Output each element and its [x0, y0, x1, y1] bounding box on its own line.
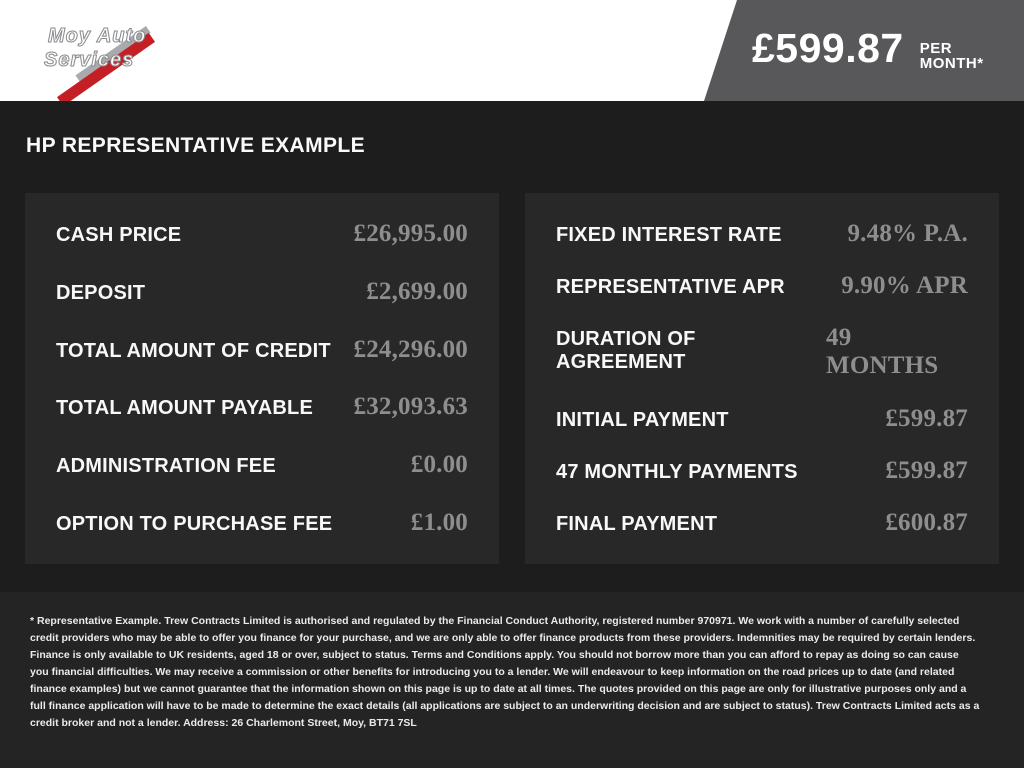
price-banner-content: [752, 0, 1004, 101]
finance-row: [56, 336, 468, 364]
finance-panel-left: [25, 193, 499, 564]
finance-row: [556, 220, 968, 248]
finance-label: CASH PRICE: [56, 224, 182, 246]
dealer-logo[interactable]: [42, 12, 162, 90]
finance-row: [556, 509, 968, 537]
finance-label: FIXED INTEREST RATE: [556, 224, 782, 246]
finance-row: [56, 278, 468, 306]
monthly-price-period: PER MONTH*: [919, 39, 984, 72]
logo-text-line1: Moy Auto: [48, 25, 147, 47]
finance-value: £2,699.00: [366, 277, 468, 305]
finance-row: [556, 324, 968, 380]
finance-row: [556, 272, 968, 300]
finance-row: [56, 220, 468, 248]
finance-label: FINAL PAYMENT: [556, 512, 718, 535]
finance-label: DURATION OF AGREEMENT: [556, 328, 696, 374]
finance-example-section: [0, 101, 1024, 592]
finance-value: £1.00: [410, 508, 468, 536]
finance-value: 9.48% P.A.: [847, 220, 968, 247]
finance-value: £32,093.63: [353, 393, 468, 421]
monthly-price: £599.87: [752, 25, 904, 71]
header-bar: [0, 0, 1024, 101]
finance-value: £24,296.00: [353, 335, 468, 363]
finance-label: ADMINISTRATION FEE: [56, 455, 276, 478]
finance-row: [56, 451, 468, 479]
finance-label: 47 MONTHLY PAYMENTS: [556, 460, 798, 483]
finance-label: TOTAL AMOUNT PAYABLE: [56, 397, 313, 420]
finance-value: £599.87: [885, 456, 968, 484]
logo-text-line2: Services: [44, 49, 135, 71]
page-title: HP REPRESENTATIVE EXAMPLE: [26, 134, 366, 157]
finance-label: INITIAL PAYMENT: [556, 408, 729, 431]
finance-label: OPTION TO PURCHASE FEE: [56, 512, 333, 535]
finance-value: £0.00: [410, 451, 468, 479]
finance-row: [56, 509, 468, 537]
disclaimer-text: * Representative Example. Trew Contracts Limited is authorised and regulated by the Financial Conduct Authority, registered number 970971. We work with a number of carefully selected credit providers who may be able to offer you finance for your purchase, and we are only able to offer finance products from these providers. Indemnities may be required by certain lenders. Finance is only available to UK residents, aged 18 or over, subject to status. Terms and Conditions apply. You should not borrow more than you can afford to repay as doing so can cause you financial difficulties. We may receive a commission or other benefits for introducing you to a lender. We will endeavour to keep information on the road prices up to date (and related finance examples) but we cannot guarantee that the information shown on this page is up to date at all times. The quotes provided on this page are only for illustrative purposes only and a full finance application will have to be made to determine the exact details (all applications are subject to an underwriting decision and are subject to status). Trew Contracts Limited acts as a credit broker and not a lender. Address: 26 Charlemont Street, Moy, BT71 7SL: [30, 615, 980, 729]
finance-panel-right: [525, 193, 999, 564]
finance-label: REPRESENTATIVE APR: [556, 276, 785, 299]
finance-panels: [25, 193, 999, 564]
finance-value: £26,995.00: [353, 220, 468, 247]
finance-value: 49 MONTHS: [826, 324, 939, 380]
finance-label: DEPOSIT: [56, 281, 146, 304]
finance-value: £600.87: [885, 508, 968, 536]
disclaimer-section: [0, 592, 1024, 768]
finance-row: [556, 405, 968, 433]
finance-value: 9.90% APR: [841, 272, 968, 300]
finance-value: £599.87: [885, 404, 968, 432]
finance-label: TOTAL AMOUNT OF CREDIT: [56, 339, 331, 362]
finance-row: [56, 393, 468, 421]
finance-row: [556, 457, 968, 485]
